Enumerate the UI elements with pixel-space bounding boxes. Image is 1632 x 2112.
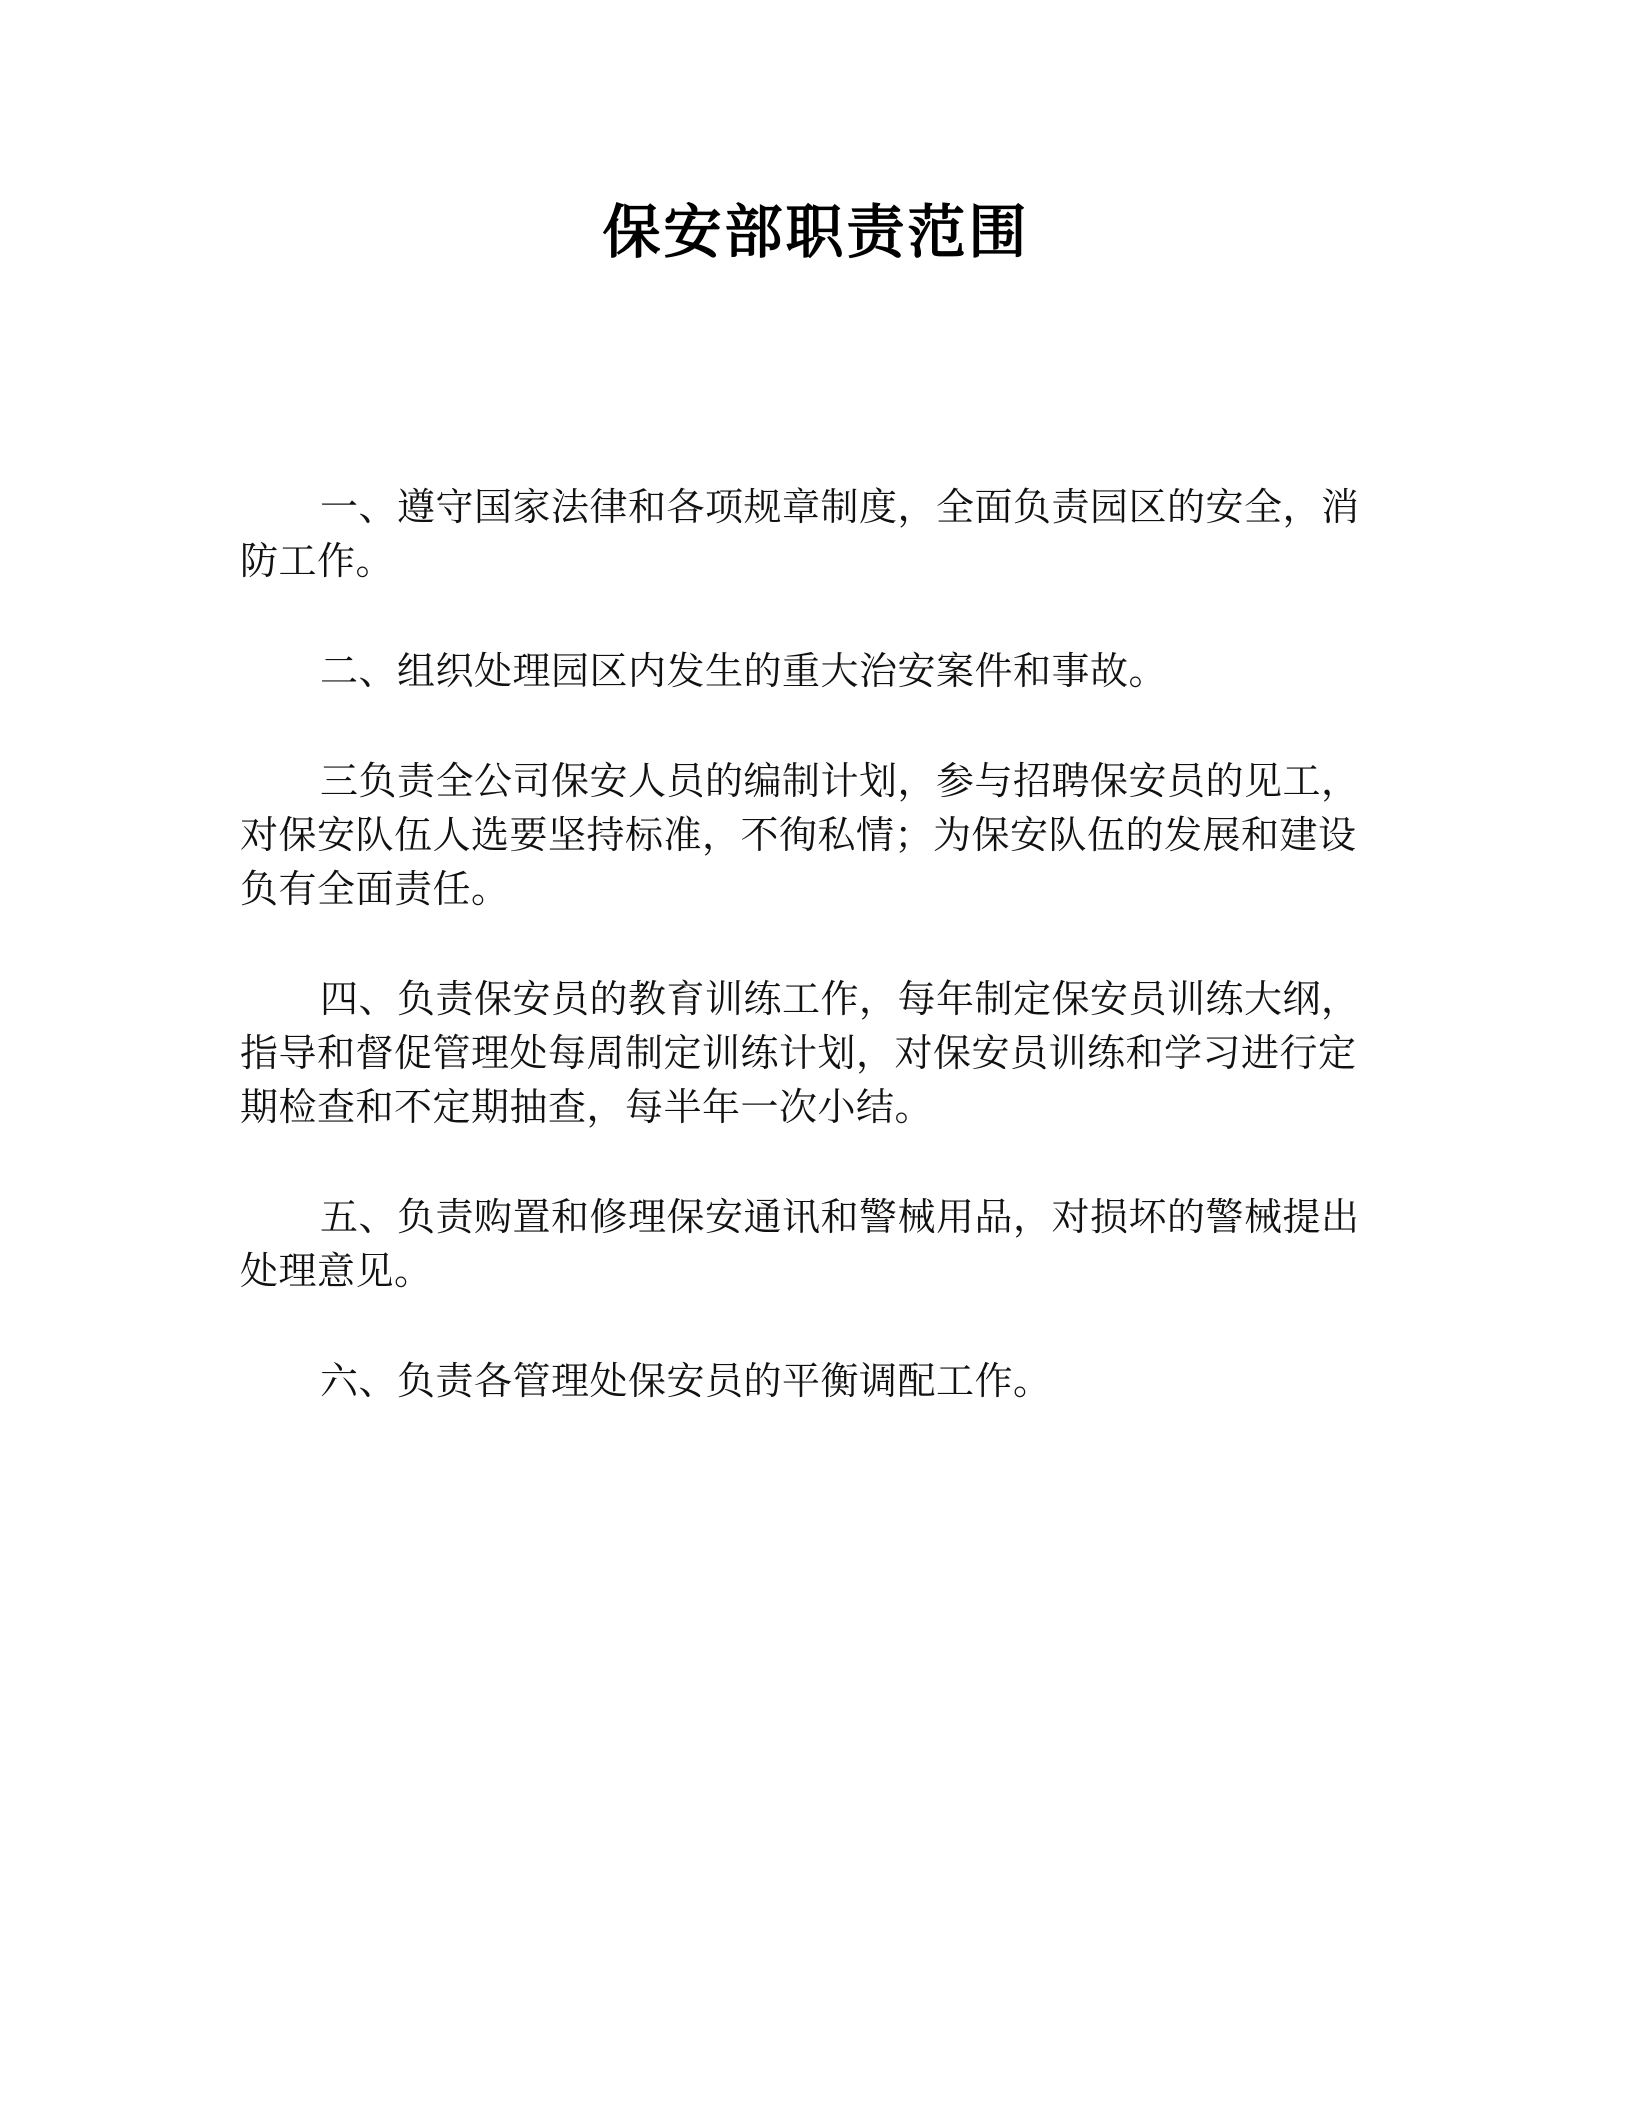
paragraph-2: 二、组织处理园区内发生的重大治安案件和事故。: [320, 649, 1168, 693]
document-body: [240, 480, 1392, 1464]
paragraph-1: 一、遵守国家法律和各项规章制度，全面负责园区的安全，消防工作。: [240, 485, 1360, 583]
paragraph-5: 五、负责购置和修理保安通讯和警械用品，对损坏的警械提出处理意见。: [240, 1195, 1360, 1293]
paragraph-3: 三负责全公司保安人员的编制计划，参与招聘保安员的见工，对保安队伍人选要坚持标准，不徇私情；为保安队伍的发展和建设负有全面责任。: [240, 759, 1360, 911]
page-title: 保安部职责范围: [602, 198, 1030, 266]
paragraph-6: 六、负责各管理处保安员的平衡调配工作。: [320, 1359, 1052, 1403]
paragraph-4: 四、负责保安员的教育训练工作，每年制定保安员训练大纲，指导和督促管理处每周制定训练计划，对保安员训练和学习进行定期检查和不定期抽查，每半年一次小结。: [240, 977, 1360, 1129]
